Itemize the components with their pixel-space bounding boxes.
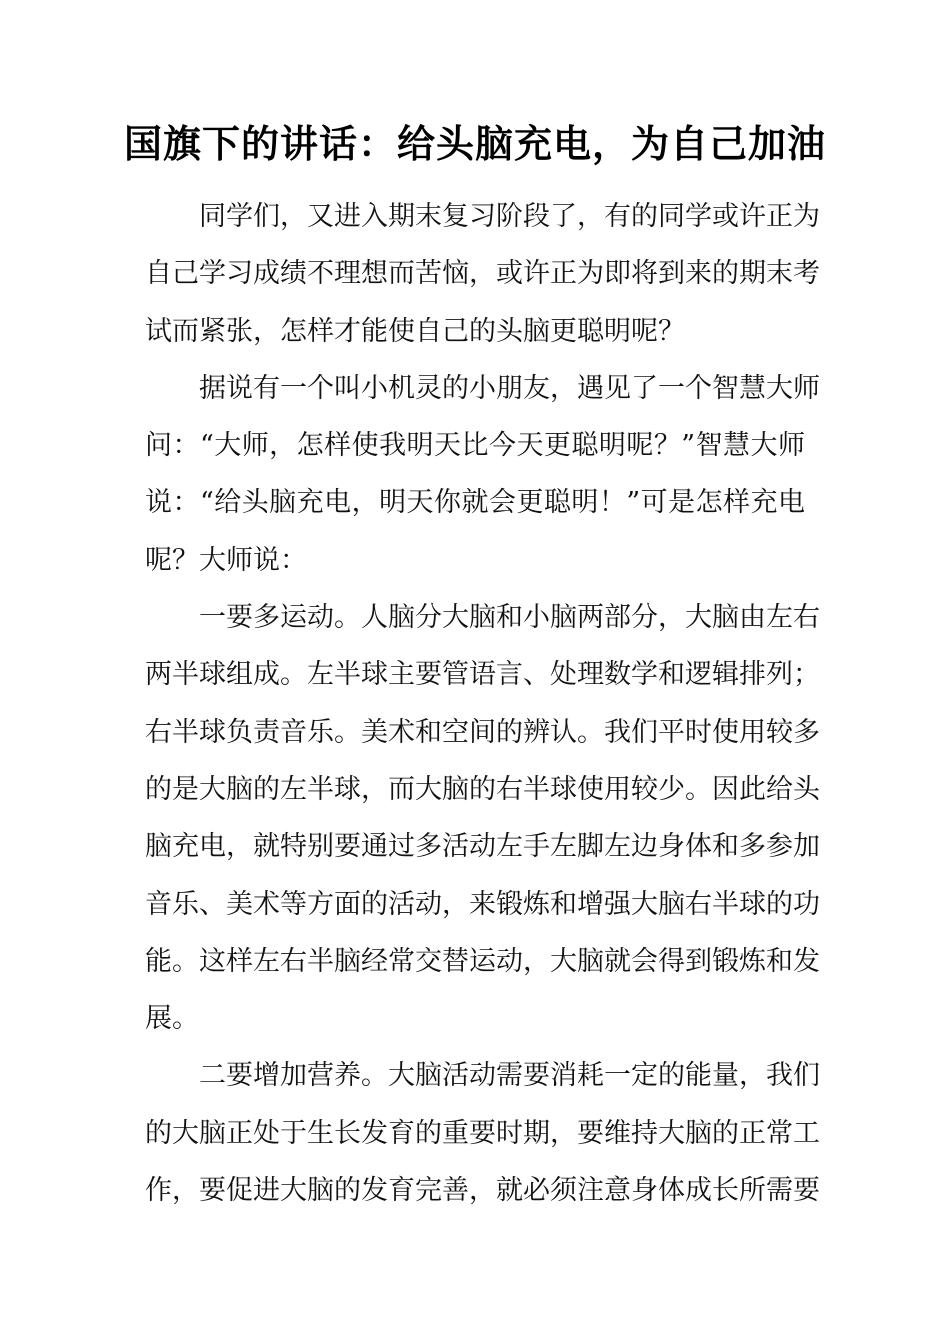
text-line: 试而紧张，怎样才能使自己的头脑更聪明呢？ (145, 315, 685, 347)
text-line: 展。 (145, 1003, 199, 1035)
text-line: 问：“大师，怎样使我明天比今天更聪明呢？”智慧大师 (145, 430, 805, 462)
document-title: 国旗下的讲话：给头脑充电，为自己加油 (123, 122, 826, 166)
paragraph (145, 188, 820, 360)
text-line: 两半球组成。左半球主要管语言、处理数学和逻辑排列； (145, 659, 820, 691)
text-line: 二要增加营养。大脑活动需要消耗一定的能量，我们 (199, 1060, 820, 1092)
paragraph (145, 360, 820, 589)
text-line: 呢？大师说： (145, 544, 307, 576)
text-line: 右半球负责音乐。美术和空间的辨认。我们平时使用较多 (145, 716, 820, 748)
text-line: 能。这样左右半脑经常交替运动，大脑就会得到锻炼和发 (145, 945, 820, 977)
text-line: 的大脑正处于生长发育的重要时期，要维持大脑的正常工 (145, 1117, 820, 1149)
text-line: 据说有一个叫小机灵的小朋友，遇见了一个智慧大师 (199, 372, 820, 404)
paragraph (145, 589, 820, 1047)
text-line: 音乐、美术等方面的活动，来锻炼和增强大脑右半球的功 (145, 888, 820, 920)
text-line: 说：“给头脑充电，明天你就会更聪明！”可是怎样充电 (145, 487, 805, 519)
text-line: 自己学习成绩不理想而苦恼，或许正为即将到来的期末考 (145, 258, 820, 290)
paragraph (145, 1047, 820, 1219)
text-line: 脑充电，就特别要通过多活动左手左脚左边身体和多参加 (145, 831, 820, 863)
text-line: 的是大脑的左半球，而大脑的右半球使用较少。因此给头 (145, 773, 820, 805)
document-body (145, 188, 820, 1219)
text-line: 同学们，又进入期末复习阶段了，有的同学或许正为 (199, 201, 820, 232)
text-line: 一要多运动。人脑分大脑和小脑两部分，大脑由左右 (199, 602, 820, 634)
text-line: 作，要促进大脑的发育完善，就必须注意身体成长所需要 (145, 1175, 820, 1207)
